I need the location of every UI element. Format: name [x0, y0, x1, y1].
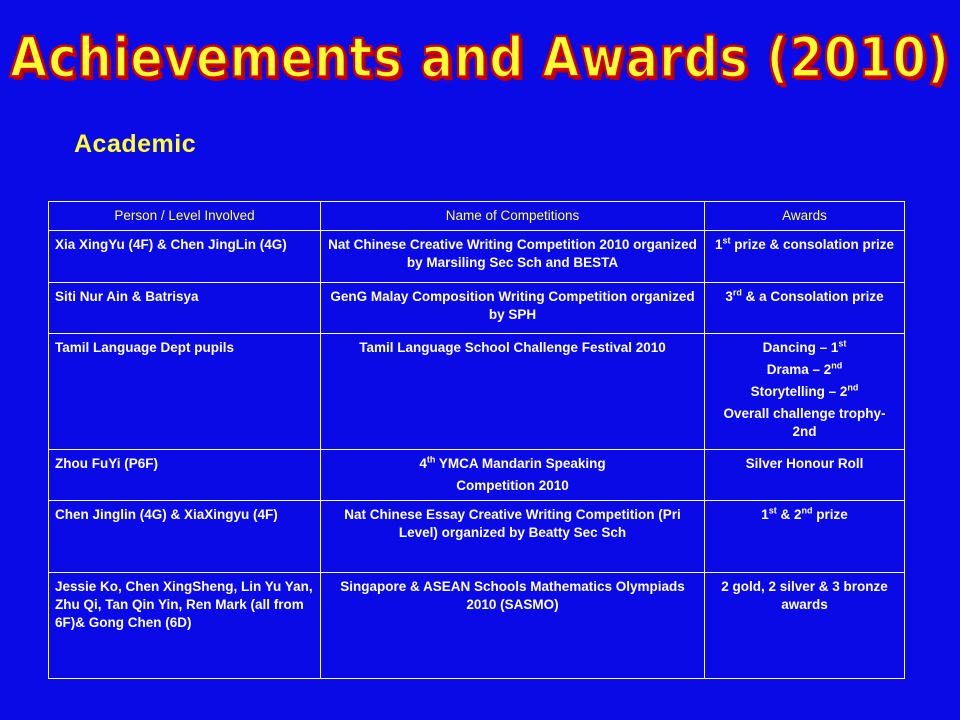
cell-award: 2 gold, 2 silver & 3 bronze awards — [705, 573, 905, 679]
cell-award: 1st prize & consolation prize — [705, 231, 905, 283]
table-row — [49, 450, 905, 501]
cell-competition: GenG Malay Composition Writing Competition organized by SPH — [321, 283, 705, 334]
award-line: Drama – 2nd — [766, 360, 843, 377]
cell-person: Xia XingYu (4F) & Chen JingLin (4G) — [49, 231, 321, 283]
cell-competition: Singapore & ASEAN Schools Mathematics Olympiads 2010 (SASMO) — [321, 573, 705, 679]
cell-person: Siti Nur Ain & Batrisya — [49, 283, 321, 334]
header-person: Person / Level Involved — [49, 202, 321, 231]
header-awards: Awards — [705, 202, 905, 231]
cell-person: Zhou FuYi (P6F) — [49, 450, 321, 501]
table-row — [49, 283, 905, 334]
cell-competition: Nat Chinese Creative Writing Competition 2010 organized by Marsiling Sec Sch and BESTA — [321, 231, 705, 283]
award-line: Overall challenge trophy- 2nd — [723, 406, 886, 439]
cell-competition: Nat Chinese Essay Creative Writing Competition (Pri Level) organized by Beatty Sec Sch — [321, 501, 705, 573]
table-row — [49, 334, 905, 450]
header-competition: Name of Competitions — [321, 202, 705, 231]
awards-table — [48, 201, 905, 679]
table-header-row — [49, 202, 905, 231]
cell-competition: Tamil Language School Challenge Festival 2010 — [321, 334, 705, 450]
cell-award: 1st & 2nd prize — [705, 501, 905, 573]
cell-award: Silver Honour Roll — [705, 450, 905, 501]
cell-person: Jessie Ko, Chen XingSheng, Lin Yu Yan, Zhu Qi, Tan Qin Yin, Ren Mark (all from 6F)& Gong Chen (6D) — [49, 573, 321, 679]
table-row — [49, 501, 905, 573]
cell-person: Tamil Language Dept pupils — [49, 334, 321, 450]
table-row — [49, 573, 905, 679]
award-line: Dancing – 1st — [762, 338, 847, 355]
cell-award: 3rd & a Consolation prize — [705, 283, 905, 334]
slide-title: Achievements and Awards (2010) — [10, 26, 950, 91]
cell-person: Chen Jinglin (4G) & XiaXingyu (4F) — [49, 501, 321, 573]
cell-competition: 4th YMCA Mandarin Speaking Competition 2010 — [321, 450, 705, 501]
cell-award — [705, 334, 905, 450]
section-heading: Academic — [74, 130, 197, 158]
table-row — [49, 231, 905, 283]
award-line: Storytelling – 2nd — [750, 382, 859, 399]
